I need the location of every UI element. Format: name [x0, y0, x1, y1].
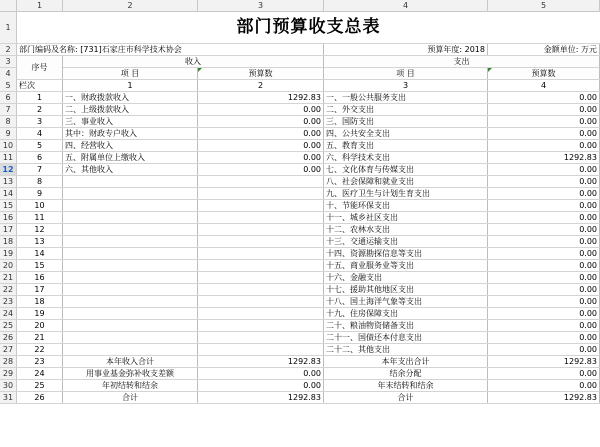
income-item-cell[interactable]: 本年收入合计: [63, 356, 198, 367]
income-item-cell[interactable]: 合计: [63, 392, 198, 403]
lanci-cell[interactable]: 2: [198, 80, 324, 91]
seq-cell[interactable]: 20: [17, 320, 63, 331]
income-value-cell[interactable]: 0.00: [198, 368, 324, 379]
income-item-cell[interactable]: 一、财政拨款收入: [63, 92, 198, 103]
seq-cell[interactable]: 11: [17, 212, 63, 223]
income-item-cell[interactable]: 六、其他收入: [63, 164, 198, 175]
income-budget-header[interactable]: 预算数: [198, 68, 324, 79]
expense-item-cell[interactable]: 十三、交通运输支出: [324, 236, 488, 247]
income-item-cell[interactable]: [63, 224, 198, 235]
income-value-cell[interactable]: 1292.83: [198, 392, 324, 403]
income-item-cell[interactable]: [63, 200, 198, 211]
table-row: [0, 104, 600, 116]
expense-value-cell[interactable]: 0.00: [488, 380, 600, 391]
income-item-cell[interactable]: 用事业基金弥补收支差额: [63, 368, 198, 379]
expense-item-cell[interactable]: 十五、商业服务业等支出: [324, 260, 488, 271]
income-item-cell[interactable]: 年初结转和结余: [63, 380, 198, 391]
income-item-cell[interactable]: [63, 176, 198, 187]
seq-cell[interactable]: 5: [17, 140, 63, 151]
summary-row: [0, 392, 600, 404]
income-value-cell[interactable]: 0.00: [198, 152, 324, 163]
row-number[interactable]: 20: [0, 260, 17, 271]
expense-item-cell[interactable]: 年末结转和结余: [324, 380, 488, 391]
seq-cell[interactable]: 15: [17, 260, 63, 271]
expense-item-cell[interactable]: 二十二、其他支出: [324, 344, 488, 355]
table-row: [0, 164, 600, 176]
expense-item-cell[interactable]: 一、一般公共服务支出: [324, 92, 488, 103]
expense-item-cell[interactable]: 七、文化体育与传媒支出: [324, 164, 488, 175]
title-row: [0, 12, 600, 44]
expense-value-cell[interactable]: 0.00: [488, 368, 600, 379]
seq-cell[interactable]: 25: [17, 380, 63, 391]
income-value-cell[interactable]: [198, 308, 324, 319]
income-item-cell[interactable]: [63, 248, 198, 259]
seq-cell[interactable]: 9: [17, 188, 63, 199]
row-number[interactable]: 7: [0, 104, 17, 115]
lanci-cell[interactable]: 4: [488, 80, 600, 91]
expense-value-cell[interactable]: 0.00: [488, 272, 600, 283]
expense-value-cell[interactable]: 0.00: [488, 188, 600, 199]
lanci-label-cell[interactable]: 栏次: [17, 80, 63, 91]
income-item-cell[interactable]: [63, 320, 198, 331]
row-number[interactable]: 30: [0, 380, 17, 391]
seq-cell[interactable]: 13: [17, 236, 63, 247]
seq-cell[interactable]: 21: [17, 332, 63, 343]
seq-cell[interactable]: 3: [17, 116, 63, 127]
expense-item-cell[interactable]: 五、教育支出: [324, 140, 488, 151]
expense-value-cell[interactable]: 0.00: [488, 308, 600, 319]
expense-value-cell[interactable]: 1292.83: [488, 152, 600, 163]
expense-item-cell[interactable]: 结余分配: [324, 368, 488, 379]
expense-item-cell[interactable]: 十一、城乡社区支出: [324, 212, 488, 223]
income-item-cell[interactable]: [63, 260, 198, 271]
seq-cell[interactable]: 10: [17, 200, 63, 211]
income-value-cell[interactable]: [198, 344, 324, 355]
income-value-cell[interactable]: [198, 260, 324, 271]
seq-header[interactable]: 序号: [17, 56, 63, 79]
row-number[interactable]: 3: [0, 56, 17, 68]
expense-item-cell[interactable]: 六、科学技术支出: [324, 152, 488, 163]
income-value-cell[interactable]: [198, 236, 324, 247]
sheet-title[interactable]: 部门预算收支总表: [236, 17, 381, 37]
row-number[interactable]: 19: [0, 248, 17, 259]
table-row: [0, 272, 600, 284]
row-number[interactable]: 26: [0, 332, 17, 343]
summary-row: [0, 380, 600, 392]
expense-value-cell[interactable]: 0.00: [488, 212, 600, 223]
expense-value-cell[interactable]: 0.00: [488, 296, 600, 307]
income-value-cell[interactable]: [198, 176, 324, 187]
expense-item-cell[interactable]: 二、外交支出: [324, 104, 488, 115]
expense-item-cell[interactable]: 合计: [324, 392, 488, 403]
income-value-cell[interactable]: 0.00: [198, 380, 324, 391]
summary-row: [0, 356, 600, 368]
expense-value-cell[interactable]: 1292.83: [488, 392, 600, 403]
data-rows: [0, 92, 600, 404]
expense-item-cell[interactable]: 十二、农林水支出: [324, 224, 488, 235]
expense-value-cell[interactable]: 0.00: [488, 200, 600, 211]
seq-cell[interactable]: 4: [17, 128, 63, 139]
row-number[interactable]: 24: [0, 308, 17, 319]
row-number[interactable]: 28: [0, 356, 17, 367]
table-row: [0, 140, 600, 152]
table-row: [0, 296, 600, 308]
income-item-cell[interactable]: [63, 296, 198, 307]
seq-cell[interactable]: 19: [17, 308, 63, 319]
income-value-cell[interactable]: 0.00: [198, 104, 324, 115]
seq-cell[interactable]: 8: [17, 176, 63, 187]
table-row: [0, 344, 600, 356]
expense-item-cell[interactable]: 十八、国土海洋气象等支出: [324, 296, 488, 307]
row-number[interactable]: 6: [0, 92, 17, 103]
income-item-cell[interactable]: [63, 212, 198, 223]
table-row: [0, 212, 600, 224]
expense-value-cell[interactable]: 0.00: [488, 332, 600, 343]
row-number[interactable]: 10: [0, 140, 17, 151]
income-value-cell[interactable]: 0.00: [198, 128, 324, 139]
expense-value-cell[interactable]: 0.00: [488, 104, 600, 115]
row-number[interactable]: 25: [0, 320, 17, 331]
expense-item-header[interactable]: 项 目: [324, 68, 488, 79]
lanci-row: [0, 80, 600, 92]
row-number[interactable]: 12: [0, 164, 17, 175]
summary-row: [0, 368, 600, 380]
expense-item-cell[interactable]: 十九、住房保障支出: [324, 308, 488, 319]
expense-value-cell[interactable]: 0.00: [488, 260, 600, 271]
income-item-cell[interactable]: [63, 344, 198, 355]
header-rows-3-4: [0, 56, 600, 80]
income-value-cell[interactable]: 0.00: [198, 164, 324, 175]
row-number[interactable]: 17: [0, 224, 17, 235]
income-item-cell[interactable]: [63, 284, 198, 295]
income-value-cell[interactable]: [198, 284, 324, 295]
expense-value-cell[interactable]: 0.00: [488, 224, 600, 235]
income-value-cell[interactable]: 1292.83: [198, 92, 324, 103]
income-item-cell[interactable]: 五、附属单位上缴收入: [63, 152, 198, 163]
column-header[interactable]: 1: [17, 0, 63, 11]
table-row: [0, 188, 600, 200]
income-item-cell[interactable]: 四、经营收入: [63, 140, 198, 151]
income-item-cell[interactable]: [63, 272, 198, 283]
income-item-header[interactable]: 项 目: [63, 68, 198, 79]
table-row: [0, 128, 600, 140]
row-number[interactable]: 16: [0, 212, 17, 223]
expense-value-cell[interactable]: 0.00: [488, 284, 600, 295]
row-number[interactable]: 2: [0, 44, 17, 55]
income-value-cell[interactable]: 0.00: [198, 116, 324, 127]
expense-item-cell[interactable]: 十六、金融支出: [324, 272, 488, 283]
income-value-cell[interactable]: 0.00: [198, 140, 324, 151]
income-item-cell[interactable]: 三、事业收入: [63, 116, 198, 127]
income-value-cell[interactable]: [198, 224, 324, 235]
row-number[interactable]: 29: [0, 368, 17, 379]
expense-item-cell[interactable]: 十四、资源勘探信息等支出: [324, 248, 488, 259]
row-number[interactable]: 22: [0, 284, 17, 295]
table-row: [0, 116, 600, 128]
seq-cell[interactable]: 16: [17, 272, 63, 283]
table-row: [0, 248, 600, 260]
expense-item-cell[interactable]: 八、社会保障和就业支出: [324, 176, 488, 187]
info-row: [0, 44, 600, 56]
expense-value-cell[interactable]: 0.00: [488, 140, 600, 151]
income-item-cell[interactable]: 二、上级拨款收入: [63, 104, 198, 115]
table-row: [0, 308, 600, 320]
expense-item-cell[interactable]: 本年支出合计: [324, 356, 488, 367]
row-number[interactable]: 15: [0, 200, 17, 211]
expense-value-cell[interactable]: 0.00: [488, 344, 600, 355]
budget-year-cell[interactable]: 预算年度: 2018: [324, 44, 488, 55]
seq-cell[interactable]: 14: [17, 248, 63, 259]
select-all-corner[interactable]: [0, 0, 17, 11]
income-value-cell[interactable]: [198, 332, 324, 343]
expense-value-cell[interactable]: 1292.83: [488, 356, 600, 367]
expense-value-cell[interactable]: 0.00: [488, 236, 600, 247]
row-number[interactable]: 21: [0, 272, 17, 283]
seq-cell[interactable]: 24: [17, 368, 63, 379]
row-number[interactable]: 1: [0, 12, 17, 43]
expense-item-cell[interactable]: 三、国防支出: [324, 116, 488, 127]
seq-cell[interactable]: 2: [17, 104, 63, 115]
seq-cell[interactable]: 12: [17, 224, 63, 235]
income-item-cell[interactable]: 其中：财政专户收入: [63, 128, 198, 139]
row-number[interactable]: 4: [0, 68, 17, 80]
expense-value-cell[interactable]: 0.00: [488, 92, 600, 103]
row-number[interactable]: 9: [0, 128, 17, 139]
table-row: [0, 284, 600, 296]
column-header[interactable]: 4: [324, 0, 488, 11]
seq-cell[interactable]: 7: [17, 164, 63, 175]
row-number[interactable]: 18: [0, 236, 17, 247]
seq-cell[interactable]: 18: [17, 296, 63, 307]
dept-name-cell[interactable]: 部门编码及名称: [731]石家庄市科学技术协会: [17, 44, 324, 55]
income-header[interactable]: 收入: [63, 56, 324, 68]
income-item-cell[interactable]: [63, 236, 198, 247]
unit-cell[interactable]: 金额单位: 万元: [488, 44, 600, 55]
row-number[interactable]: 27: [0, 344, 17, 355]
seq-cell[interactable]: 22: [17, 344, 63, 355]
income-item-cell[interactable]: [63, 332, 198, 343]
expense-item-cell[interactable]: 二十一、国债还本付息支出: [324, 332, 488, 343]
seq-cell[interactable]: 1: [17, 92, 63, 103]
expense-budget-header[interactable]: 预算数: [488, 68, 600, 79]
expense-item-cell[interactable]: 十七、援助其他地区支出: [324, 284, 488, 295]
table-row: [0, 92, 600, 104]
row-number[interactable]: 11: [0, 152, 17, 163]
expense-value-cell[interactable]: 0.00: [488, 128, 600, 139]
table-row: [0, 176, 600, 188]
expense-item-cell[interactable]: 四、公共安全支出: [324, 128, 488, 139]
row-number[interactable]: 23: [0, 296, 17, 307]
income-value-cell[interactable]: [198, 188, 324, 199]
lanci-cell[interactable]: 3: [324, 80, 488, 91]
table-row: [0, 332, 600, 344]
expense-value-cell[interactable]: 0.00: [488, 248, 600, 259]
expense-value-cell[interactable]: 0.00: [488, 116, 600, 127]
expense-value-cell[interactable]: 0.00: [488, 176, 600, 187]
column-header-bar: [0, 0, 600, 12]
seq-cell[interactable]: 17: [17, 284, 63, 295]
income-value-cell[interactable]: [198, 296, 324, 307]
expense-item-cell[interactable]: 十、节能环保支出: [324, 200, 488, 211]
lanci-cell[interactable]: 1: [63, 80, 198, 91]
income-value-cell[interactable]: [198, 272, 324, 283]
table-row: [0, 320, 600, 332]
income-item-cell[interactable]: [63, 188, 198, 199]
row-number[interactable]: 31: [0, 392, 17, 403]
table-row: [0, 260, 600, 272]
expense-header[interactable]: 支出: [324, 56, 600, 68]
table-row: [0, 152, 600, 164]
column-header[interactable]: 2: [63, 0, 198, 11]
income-value-cell[interactable]: 1292.83: [198, 356, 324, 367]
income-value-cell[interactable]: [198, 320, 324, 331]
row-number[interactable]: 8: [0, 116, 17, 127]
column-header[interactable]: 3: [198, 0, 324, 11]
income-value-cell[interactable]: [198, 200, 324, 211]
income-value-cell[interactable]: [198, 248, 324, 259]
table-row: [0, 224, 600, 236]
table-row: [0, 200, 600, 212]
expense-value-cell[interactable]: 0.00: [488, 164, 600, 175]
table-row: [0, 236, 600, 248]
row-number[interactable]: 13: [0, 176, 17, 187]
seq-cell[interactable]: 6: [17, 152, 63, 163]
row-number[interactable]: 5: [0, 80, 17, 91]
spreadsheet-grid: [0, 12, 600, 404]
income-item-cell[interactable]: [63, 308, 198, 319]
seq-cell[interactable]: 23: [17, 356, 63, 367]
income-value-cell[interactable]: [198, 212, 324, 223]
seq-cell[interactable]: 26: [17, 392, 63, 403]
row-number[interactable]: 14: [0, 188, 17, 199]
expense-item-cell[interactable]: 九、医疗卫生与计划生育支出: [324, 188, 488, 199]
column-header[interactable]: 5: [488, 0, 600, 11]
expense-value-cell[interactable]: 0.00: [488, 320, 600, 331]
expense-item-cell[interactable]: 二十、粮油物资储备支出: [324, 320, 488, 331]
